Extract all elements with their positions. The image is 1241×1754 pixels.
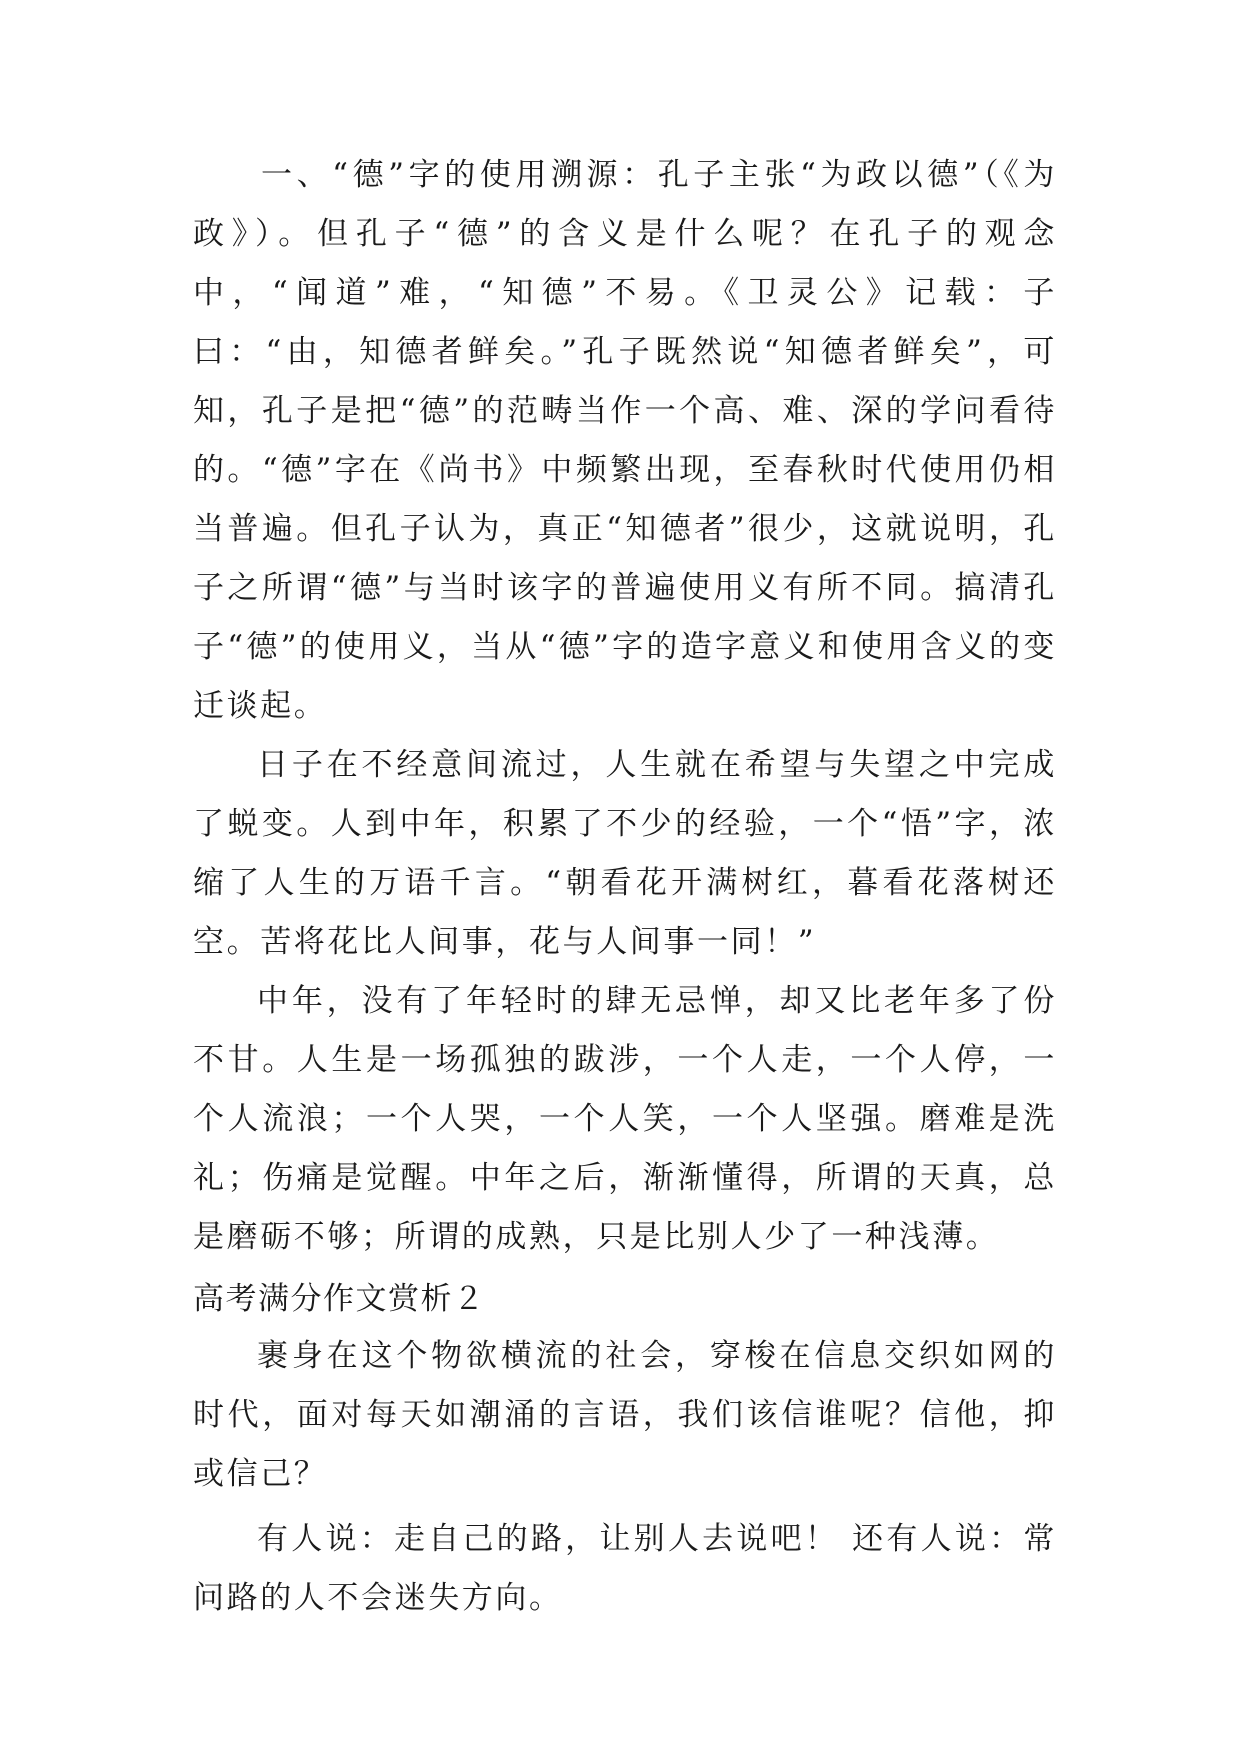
paragraph-essay-intro: 裹身在这个物欲横流的社会，穿梭在信息交织如网的时代，面对每天如潮涌的言语，我们该信谁呢？信他，抑或信己？ <box>193 1338 1057 1492</box>
paragraph-middle-age: 中年，没有了年轻时的肆无忌惮，却又比老年多了份不甘。人生是一场孤独的跋涉，一个人走，一个人停，一个人流浪；一个人哭，一个人笑，一个人坚强。磨难是洗礼；伤痛是觉醒。中年之后，渐渐懂得，所谓的天真，总是磨砺不够；所谓的成熟，只是比别人少了一种浅薄。 <box>193 983 1057 1255</box>
paragraph-de-origin: 一、“德”字的使用溯源：孔子主张“为政以德”（《为政》）。但孔子“德”的含义是什么呢？在孔子的观念中，“闻道”难，“知德”不易。《卫灵公》记载：子曰：“由，知德者鲜矣。”孔子既然说“知德者鲜矣”，可知，孔子是把“德”的范畴当作一个高、难、深的学问看待的。“德”字在《尚书》中频繁出现，至春秋时代使用仍相当普遍。但孔子认为，真正“知德者”很少，这就说明，孔子之所谓“德”与当时该字的普遍使用义有所不同。搞清孔子“德”的使用义，当从“德”字的造字意义和使用含义的变迁谈起。 <box>193 157 1057 724</box>
section-heading: 高考满分作文赏析２ <box>193 1281 486 1317</box>
document-body <box>193 146 1057 1628</box>
paragraph-days-pass: 日子在不经意间流过，人生就在希望与失望之中完成了蜕变。人到中年，积累了不少的经验，一个“悟”字，浓缩了人生的万语千言。“朝看花开满树红，暮看花落树还空。苦将花比人间事，花与人间事一同！” <box>193 747 1057 960</box>
paragraph-essay-quotes: 有人说：走自己的路，让别人去说吧！ 还有人说：常问路的人不会迷失方向。 <box>193 1521 1057 1616</box>
